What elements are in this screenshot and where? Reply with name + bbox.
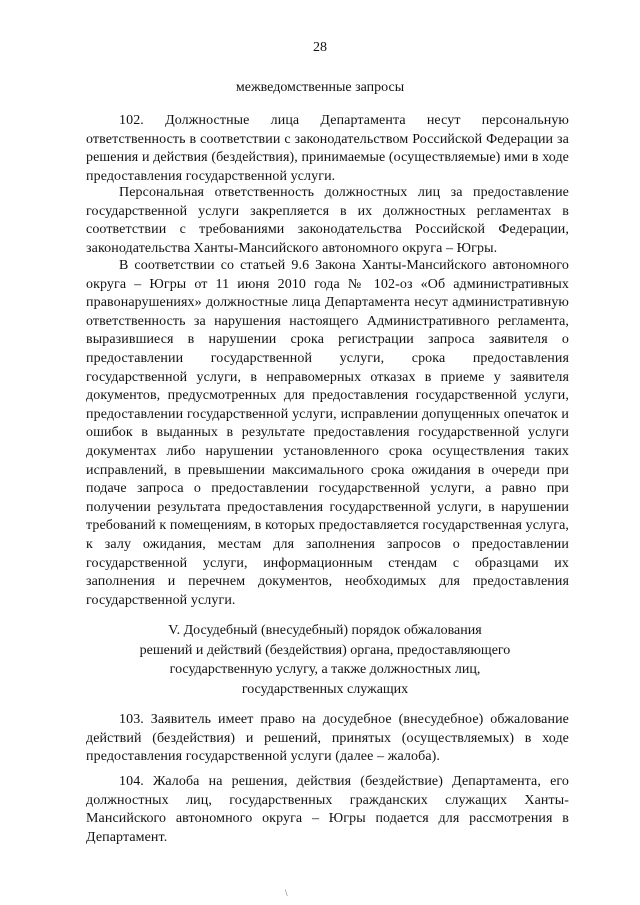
paragraph-104: 104. Жалоба на решения, действия (бездействие) Департамента, его должностных лиц, государственных гражданских служащих Ханты-Мансийского автономного округа – Югры подается для рассмотрения в Департамент. xyxy=(86,774,569,845)
section-fragment-heading: межведомственные запросы xyxy=(235,80,405,95)
scan-mark: \ xyxy=(285,888,288,898)
section-heading-line: государственную услугу, а также должностных лиц, xyxy=(169,662,481,677)
paragraph-103: 103. Заявитель имеет право на досудебное (внесудебное) обжалование действий (бездействия) и решений, принятых (осуществляемых) в ходе предоставления государственной услуги (далее – жалоба). xyxy=(86,712,569,765)
page-number: 28 xyxy=(313,40,327,55)
paragraph-responsibility: Персональная ответственность должностных лиц за предоставление государственной услуги закрепляется в их должностных регламентах в соответствии с требованиями законодательства Российской Федерации, законодательства Ханты-Мансийского автономного округа – Югры. xyxy=(86,185,569,256)
section-heading-line: государственных служащих xyxy=(241,681,409,697)
paragraph-administrative-liability: В соответствии со статьей 9.6 Закона Ханты-Мансийского автономного округа – Югры от 11 июня 2010 года № 102-оз «Об административных правонарушениях» должностные лица Департамента несут административную ответственность за нарушения настоящего Административного регламента, выразившиеся в нарушении срока регистрации запроса заявителя о предоставлении государственной услуги, срока предоставления государственной услуги, в неправомерных отказах в приеме у заявителя документов, предусмотренных для предоставления государственной услуги, предоставлении государственной услуги, исправлении допущенных опечаток и ошибок в выданных в результате предоставления государственной услуги документах либо нарушении установленного срока осуществления таких исправлений, в превышении максимального срока ожидания в очереди при подаче запроса о предоставлении государственной услуги, а равно при получении результата предоставления государственной услуги, в нарушении требований к помещениям, в которых предоставляется государственная услуга, к залу ожидания, местам для заполнения запросов о предоставлении государственной услуги, информационным стендам с образцами их заполнения и перечнем документов, необходимых для предоставления государственной услуги. xyxy=(86,258,569,608)
section-v-heading xyxy=(80,621,570,699)
section-heading-line: V. Досудебный (внесудебный) порядок обжалования xyxy=(168,623,482,638)
paragraph-102: 102. Должностные лица Департамента несут персональную ответственность в соответствии с законодательством Российской Федерации за решения и действия (бездействия), принимаемые (осуществляемые) ими в ходе предоставления государственной услуги. xyxy=(86,113,569,184)
section-heading-line: решений и действий (бездействия) органа, предоставляющего xyxy=(139,642,511,658)
